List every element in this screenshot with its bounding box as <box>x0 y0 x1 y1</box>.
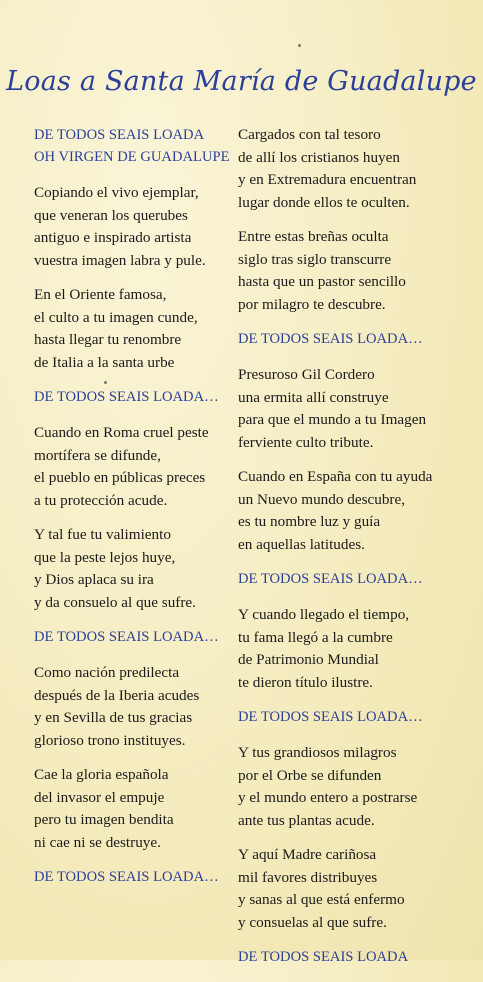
refrain-line: DE TODOS SEAIS LOADA… <box>238 571 423 587</box>
right-column <box>238 124 463 982</box>
stanza <box>34 764 234 854</box>
verse-line: antiguo e inspirado artista <box>34 229 192 246</box>
verse-line: ante tus plantas acude. <box>238 811 375 829</box>
stanza <box>34 422 234 512</box>
verse-line: Cae la gloria española <box>34 766 169 783</box>
stanza <box>34 284 234 374</box>
refrain-line: DE TODOS SEAIS LOADA… <box>238 331 423 347</box>
verse-line: hasta que un pastor sencillo <box>238 273 406 290</box>
refrain <box>238 568 463 590</box>
verse-line: Como nación predilecta <box>34 664 180 681</box>
refrain-line: DE TODOS SEAIS LOADA… <box>238 709 423 725</box>
verse-line: una ermita allí construye <box>238 388 389 406</box>
refrain-line: DE TODOS SEAIS LOADA <box>34 127 205 143</box>
verse-line: te dieron título ilustre. <box>238 673 373 691</box>
stanza <box>238 844 463 934</box>
verse-line: glorioso trono instituyes. <box>34 731 186 749</box>
stanza <box>238 604 463 694</box>
verse-line: Y aquí Madre cariñosa <box>238 846 377 863</box>
verse-line: a tu protección acude. <box>34 491 168 509</box>
refrain <box>238 328 463 350</box>
verse-line: el pueblo en públicas preces <box>34 469 206 486</box>
verse-line: lugar donde ellos te oculten. <box>238 193 410 211</box>
verse-line: para que el mundo a tu Imagen <box>238 411 427 428</box>
verse-line: siglo tras siglo transcurre <box>238 250 392 268</box>
refrain <box>34 626 234 648</box>
verse-line: pero tu imagen bendita <box>34 811 174 828</box>
verse-line: hasta llegar tu renombre <box>34 331 182 348</box>
refrain-line: DE TODOS SEAIS LOADA… <box>34 629 219 645</box>
stanza <box>34 182 234 272</box>
stanza <box>34 662 234 752</box>
stanza <box>34 524 234 614</box>
refrain <box>34 386 234 408</box>
paper-speck <box>104 381 107 384</box>
verse-line: que la peste lejos huye, <box>34 548 176 566</box>
verse-line: En el Oriente famosa, <box>34 286 167 303</box>
stanza <box>238 226 463 316</box>
verse-line: el culto a tu imagen cunde, <box>34 308 198 326</box>
verse-line: mil favores distribuyes <box>238 868 378 886</box>
verse-line: y Dios aplaca su ira <box>34 571 154 588</box>
verse-line: de allí los cristianos huyen <box>238 148 400 166</box>
paper-speck <box>298 44 301 47</box>
verse-line: vuestra imagen labra y pule. <box>34 251 206 269</box>
refrain <box>34 124 234 168</box>
verse-line: que veneran los querubes <box>34 206 188 224</box>
refrain <box>238 946 463 968</box>
verse-line: y da consuelo al que sufre. <box>34 593 196 611</box>
verse-line: y en Sevilla de tus gracias <box>34 709 193 726</box>
verse-line: por milagro te descubre. <box>238 295 386 313</box>
verse-line: del invasor el empuje <box>34 788 165 806</box>
verse-line: en aquellas latitudes. <box>238 535 365 553</box>
verse-line: Y tus grandiosos milagros <box>238 744 397 761</box>
verse-line: de Patrimonio Mundial <box>238 651 379 668</box>
refrain-line: OH VIRGEN DE GUADALUPE <box>34 149 230 165</box>
verse-line: Cargados con tal tesoro <box>238 126 381 143</box>
verse-line: ni cae ni se destruye. <box>34 833 161 851</box>
verse-line: de Italia a la santa urbe <box>34 353 175 371</box>
verse-line: Entre estas breñas oculta <box>238 228 389 245</box>
verse-line: y en Extremadura encuentran <box>238 171 417 188</box>
refrain-line: DE TODOS SEAIS LOADA… <box>34 389 219 405</box>
stanza <box>238 742 463 832</box>
verse-line: y consuelas al que sufre. <box>238 913 387 931</box>
refrain-line: DE TODOS SEAIS LOADA… <box>34 869 219 885</box>
verse-line: ferviente culto tribute. <box>238 433 374 451</box>
verse-line: Cuando en Roma cruel peste <box>34 424 209 441</box>
verse-line: mortífera se difunde, <box>34 446 161 464</box>
verse-line: por el Orbe se difunden <box>238 766 382 784</box>
stanza <box>238 364 463 454</box>
verse-line: y sanas al que está enfermo <box>238 891 405 908</box>
stanza <box>238 466 463 556</box>
verse-line: Presuroso Gil Cordero <box>238 366 375 383</box>
page-title: Loas a Santa María de Guadalupe <box>6 66 477 97</box>
verse-line: Y tal fue tu valimiento <box>34 526 171 543</box>
verse-line: y el mundo entero a postrarse <box>238 789 418 806</box>
refrain <box>238 706 463 728</box>
verse-line: Cuando en España con tu ayuda <box>238 468 433 485</box>
verse-line: es tu nombre luz y guía <box>238 513 381 530</box>
stanza <box>238 124 463 214</box>
verse-line: un Nuevo mundo descubre, <box>238 490 406 508</box>
left-column <box>34 124 234 902</box>
verse-line: tu fama llegó a la cumbre <box>238 628 393 646</box>
refrain-line: DE TODOS SEAIS LOADA <box>238 949 409 965</box>
verse-line: Y cuando llegado el tiempo, <box>238 606 410 623</box>
verse-line: después de la Iberia acudes <box>34 686 200 704</box>
verse-line: Copiando el vivo ejemplar, <box>34 184 199 201</box>
refrain <box>34 866 234 888</box>
